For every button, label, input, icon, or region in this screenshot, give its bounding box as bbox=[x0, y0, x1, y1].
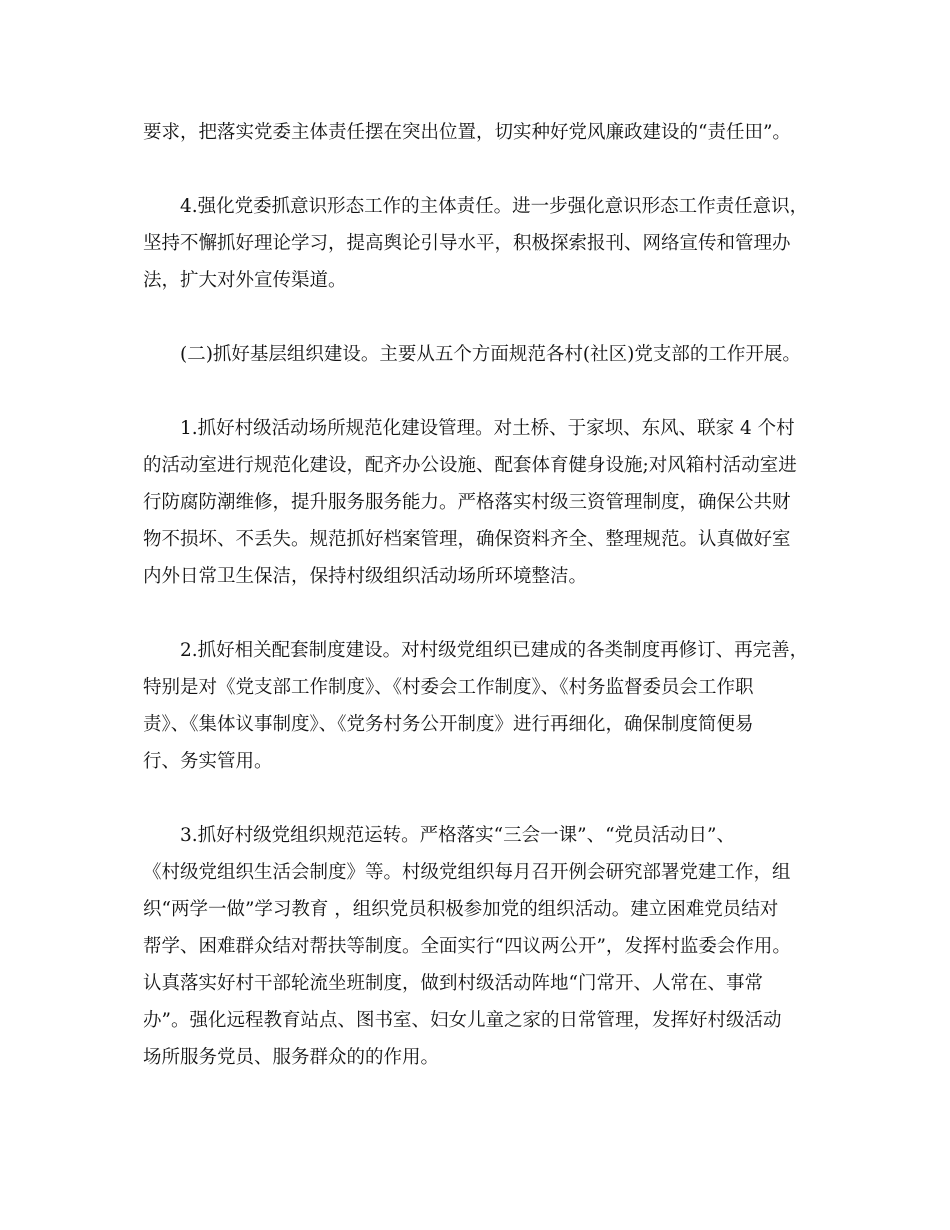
text-line: 行、务实管用。 bbox=[143, 751, 273, 772]
text-line: 场所服务党员、服务群众的的作用。 bbox=[143, 1047, 440, 1068]
paragraph-item-2 bbox=[143, 632, 813, 780]
text-line: 要求，把落实党委主体责任摆在突出位置，切实种好党风廉政建设的“责任田”。 bbox=[143, 122, 791, 143]
text-line: 内外日常卫生保洁，保持村级组织活动场所环境整洁。 bbox=[143, 566, 588, 587]
text-line: 《村级党组织生活会制度》等。村级党组织每月召开例会研究部署党建工作，组 bbox=[143, 862, 791, 883]
text-line: 1.抓好村级活动场所规范化建设管理。对土桥、于家坝、东风、联家 4 个村 bbox=[180, 418, 795, 439]
text-line: 3.抓好村级党组织规范运转。严格落实“三会一课”、“党员活动日”、 bbox=[180, 825, 735, 846]
text-line: 织“两学一做”学习教育 ，组织党员积极参加党的组织活动。建立困难党员结对 bbox=[143, 899, 779, 920]
text-line: 办”。强化远程教育站点、图书室、妇女儿童之家的日常管理，发挥好村级活动 bbox=[143, 1010, 782, 1031]
paragraph-item-4 bbox=[143, 188, 813, 299]
text-line: 行防腐防潮维修，提升服务服务能力。严格落实村级三资管理制度，确保公共财 bbox=[143, 492, 791, 513]
section-heading: (二)抓好基层组织建设。主要从五个方面规范各村(社区)党支部的工作开展。 bbox=[180, 344, 801, 365]
text-line: 4.强化党委抓意识形态工作的主体责任。进一步强化意识形态工作责任意识， bbox=[180, 196, 809, 217]
paragraph-section-2 bbox=[143, 336, 813, 373]
text-line: 坚持不懈抓好理论学习，提高舆论引导水平，积极探索报刊、网络宣传和管理办 bbox=[143, 233, 791, 254]
paragraph-continued bbox=[143, 114, 813, 151]
text-line: 2.抓好相关配套制度建设。对村级党组织已建成的各类制度再修订、再完善， bbox=[180, 640, 809, 661]
text-line: 特别是对《党支部工作制度》、《村委会工作制度》、《村务监督委员会工作职 bbox=[143, 677, 754, 698]
text-line: 帮学、困难群众结对帮扶等制度。全面实行“四议两公开”，发挥村监委会作用。 bbox=[143, 936, 791, 957]
text-line: 认真落实好村干部轮流坐班制度，做到村级活动阵地“门常开、人常在、事常 bbox=[143, 973, 763, 994]
paragraph-item-1 bbox=[143, 410, 813, 595]
text-line: 的活动室进行规范化建设，配齐办公设施、配套体育健身设施;对风箱村活动室进 bbox=[143, 455, 797, 476]
text-line: 法，扩大对外宣传渠道。 bbox=[143, 270, 347, 291]
paragraph-item-3 bbox=[143, 817, 813, 1076]
text-line: 物不损坏、不丢失。规范抓好档案管理，确保资料齐全、整理规范。认真做好室 bbox=[143, 529, 791, 550]
text-line: 责》、《集体议事制度》、《党务村务公开制度》进行再细化，确保制度简便易 bbox=[143, 714, 754, 735]
